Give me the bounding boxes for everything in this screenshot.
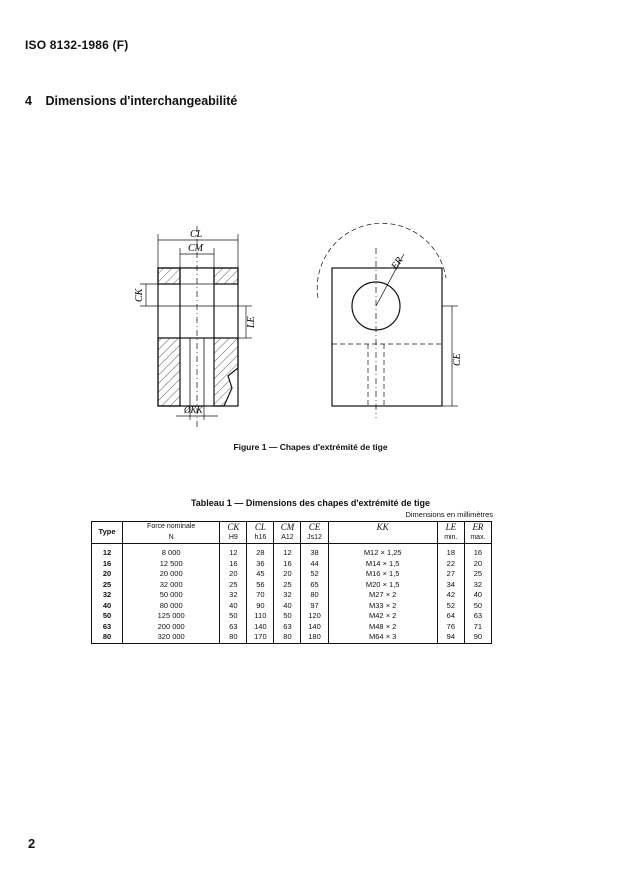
- hatched-section-right: [214, 338, 238, 406]
- hatched-section-left: [158, 338, 180, 406]
- section-heading: [25, 94, 237, 108]
- clevis-side-outline: [332, 268, 442, 406]
- table-row: 20 20 000 20 45 20 52 M16 × 1,5 27 25: [92, 569, 492, 580]
- label-cl: CL: [190, 229, 203, 240]
- label-ce: CE: [452, 353, 463, 366]
- table-header-row: [92, 522, 492, 544]
- col-header-ce: CE Js12: [301, 522, 328, 544]
- col-header-cm: CM A12: [274, 522, 301, 544]
- section-number: 4: [25, 94, 32, 108]
- dimensions-table: [91, 521, 492, 644]
- table-caption: Tableau 1 — Dimensions des chapes d'extrémité de tige: [190, 498, 431, 508]
- page-number: 2: [28, 836, 36, 851]
- label-er: ER: [389, 255, 406, 272]
- document-header: ISO 8132-1986 (F): [25, 38, 129, 52]
- table-row: 25 32 000 25 56 25 65 M20 × 1,5 34 32: [92, 580, 492, 591]
- table-row: 12 8 000 12 28 12 38 M12 × 1,25 18 16: [92, 548, 492, 559]
- label-kk: ØKK: [184, 405, 203, 415]
- section-title: Dimensions d'interchangeabilité: [45, 94, 238, 108]
- col-header-er: ER max.: [464, 522, 491, 544]
- table-row: 32 50 000 32 70 32 80 M27 × 2 42 40: [92, 590, 492, 601]
- table-row: 63 200 000 63 140 63 140 M48 × 2 76 71: [92, 622, 492, 633]
- label-cm: CM: [188, 243, 203, 254]
- figure-caption: Figure 1 — Chapes d'extrémité de tige: [233, 442, 388, 452]
- table-units-note: Dimensions en millimètres: [405, 510, 493, 519]
- table-row: 16 12 500 16 36 16 44 M14 × 1,5 22 20: [92, 559, 492, 570]
- col-header-force: Force nominale N: [123, 522, 220, 544]
- col-header-ck: CK H9: [220, 522, 247, 544]
- col-header-le: LE min.: [437, 522, 464, 544]
- table-row: 40 80 000 40 90 40 97 M33 × 2 52 50: [92, 601, 492, 612]
- label-ck: CK: [134, 288, 145, 302]
- figure-rod-end-clevis: [120, 218, 480, 430]
- col-header-cl: CL h16: [247, 522, 274, 544]
- table-row: 80 320 000 80 170 80 180 M64 × 3 94 90: [92, 632, 492, 643]
- col-header-kk: KK: [328, 522, 437, 544]
- col-header-type: Type: [92, 522, 123, 544]
- table-row: 50 125 000 50 110 50 120 M42 × 2 64 63: [92, 611, 492, 622]
- label-le: LE: [246, 316, 257, 328]
